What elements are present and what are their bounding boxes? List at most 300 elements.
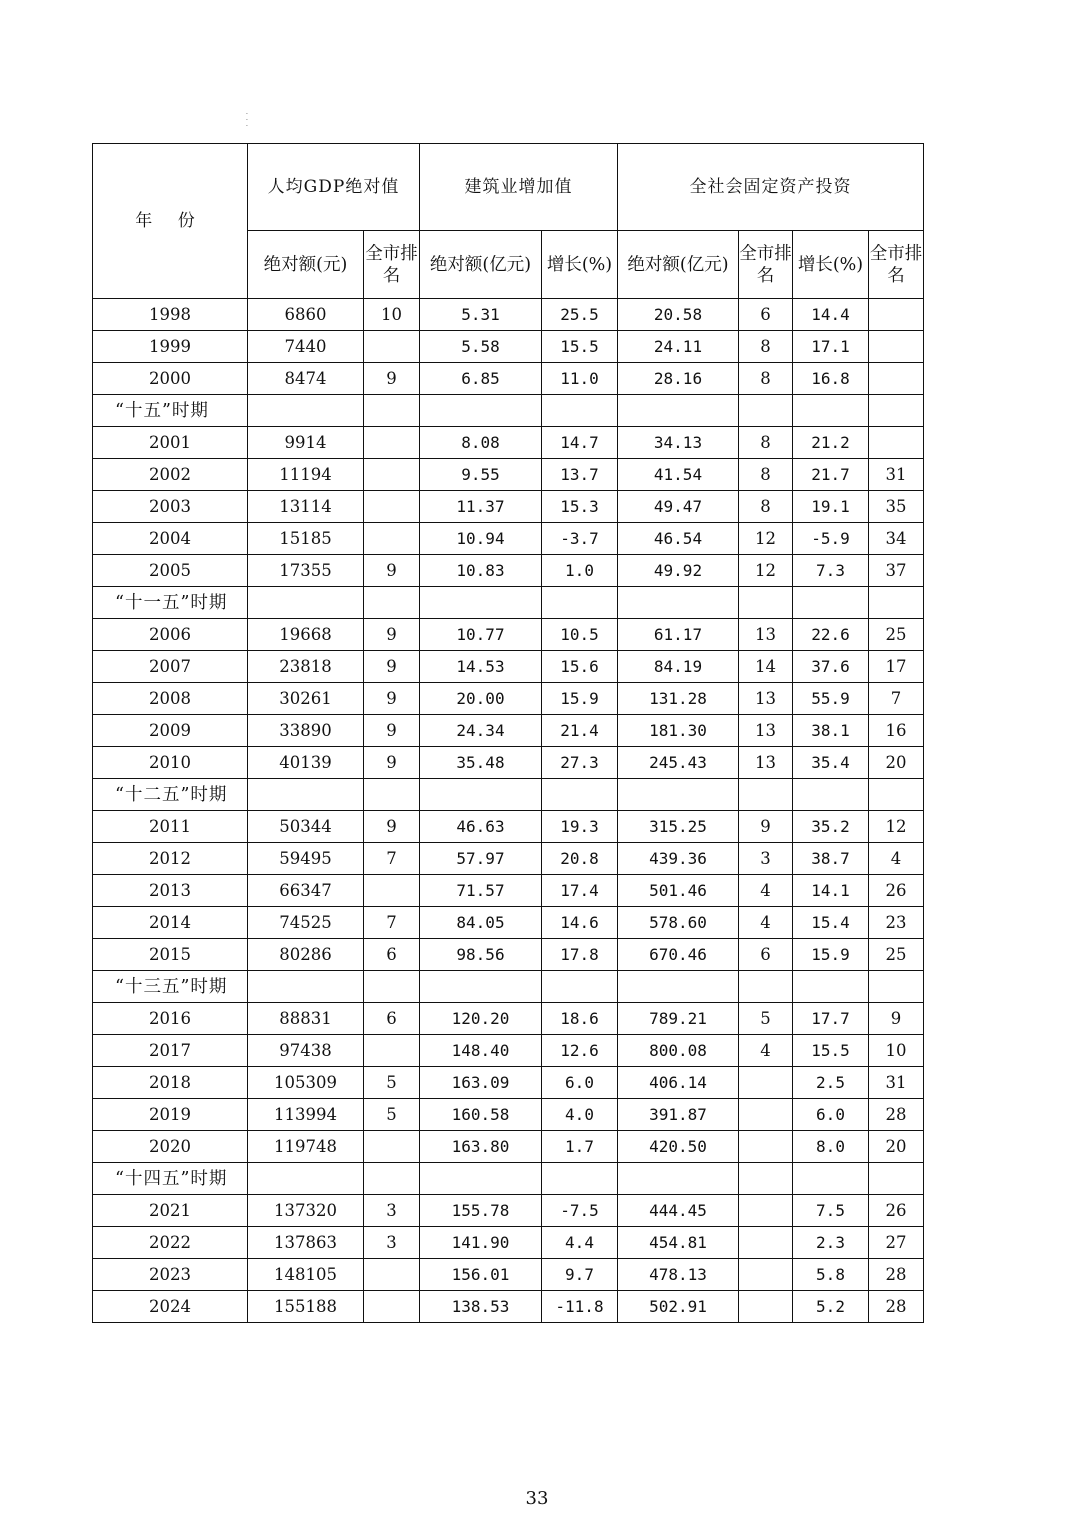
investment-growth-cell: 35.2 — [793, 811, 869, 843]
gdp-amount-cell: 19668 — [248, 619, 364, 651]
gdp-rank-cell — [364, 523, 420, 555]
year-cell: 2011 — [93, 811, 248, 843]
investment-amount-cell: 444.45 — [618, 1195, 739, 1227]
empty-cell — [793, 395, 869, 427]
construction-amount-cell: 84.05 — [420, 907, 542, 939]
investment-amount-cell: 502.91 — [618, 1291, 739, 1323]
construction-amount-cell: 35.48 — [420, 747, 542, 779]
construction-growth-cell: 19.3 — [542, 811, 618, 843]
table-row — [93, 1067, 924, 1099]
investment-growth-rank-cell — [869, 331, 924, 363]
investment-amount-rank-cell: 8 — [739, 331, 793, 363]
gdp-rank-cell: 6 — [364, 1003, 420, 1035]
period-label: “十四五”时期 — [93, 1163, 248, 1195]
gdp-amount-cell: 113994 — [248, 1099, 364, 1131]
empty-cell — [869, 971, 924, 1003]
table-row — [93, 875, 924, 907]
empty-cell — [793, 1163, 869, 1195]
investment-growth-cell: 15.5 — [793, 1035, 869, 1067]
investment-growth-rank-cell: 26 — [869, 1195, 924, 1227]
investment-amount-cell: 131.28 — [618, 683, 739, 715]
investment-amount-cell: 49.47 — [618, 491, 739, 523]
investment-growth-cell: 55.9 — [793, 683, 869, 715]
construction-growth-cell: 15.3 — [542, 491, 618, 523]
empty-cell — [618, 587, 739, 619]
investment-growth-cell: 15.9 — [793, 939, 869, 971]
period-row — [93, 587, 924, 619]
empty-cell — [420, 1163, 542, 1195]
construction-amount-cell: 138.53 — [420, 1291, 542, 1323]
empty-cell — [739, 395, 793, 427]
investment-growth-rank-cell: 16 — [869, 715, 924, 747]
empty-cell — [869, 587, 924, 619]
empty-cell — [364, 395, 420, 427]
investment-amount-cell: 439.36 — [618, 843, 739, 875]
period-label: “十二五”时期 — [93, 779, 248, 811]
investment-amount-cell: 670.46 — [618, 939, 739, 971]
gdp-rank-cell: 6 — [364, 939, 420, 971]
year-cell: 2012 — [93, 843, 248, 875]
empty-cell — [420, 779, 542, 811]
construction-growth-header: 增长(%) — [542, 231, 618, 299]
construction-amount-cell: 160.58 — [420, 1099, 542, 1131]
investment-growth-rank-cell — [869, 299, 924, 331]
investment-amount-rank-cell: 8 — [739, 491, 793, 523]
table-row — [93, 1131, 924, 1163]
empty-cell — [542, 587, 618, 619]
investment-growth-cell: 19.1 — [793, 491, 869, 523]
investment-growth-cell: 7.3 — [793, 555, 869, 587]
investment-growth-rank-cell: 31 — [869, 459, 924, 491]
construction-growth-cell: 4.0 — [542, 1099, 618, 1131]
construction-growth-cell: 25.5 — [542, 299, 618, 331]
construction-amount-cell: 5.31 — [420, 299, 542, 331]
gdp-rank-header: 全市排名 — [364, 231, 420, 299]
table-row — [93, 523, 924, 555]
year-cell: 2000 — [93, 363, 248, 395]
empty-cell — [542, 395, 618, 427]
gdp-rank-cell — [364, 427, 420, 459]
gdp-rank-cell: 9 — [364, 363, 420, 395]
investment-amount-cell: 181.30 — [618, 715, 739, 747]
year-cell: 2014 — [93, 907, 248, 939]
construction-amount-cell: 71.57 — [420, 875, 542, 907]
investment-growth-cell: 2.5 — [793, 1067, 869, 1099]
investment-amount-cell: 34.13 — [618, 427, 739, 459]
decorative-dots: · · · — [246, 111, 248, 130]
investment-growth-cell: 17.1 — [793, 331, 869, 363]
investment-growth-cell: 15.4 — [793, 907, 869, 939]
investment-amount-rank-cell: 8 — [739, 459, 793, 491]
investment-amount-header: 绝对额(亿元) — [618, 231, 739, 299]
construction-amount-cell: 5.58 — [420, 331, 542, 363]
investment-growth-rank-cell: 28 — [869, 1099, 924, 1131]
construction-growth-cell: 20.8 — [542, 843, 618, 875]
gdp-amount-cell: 88831 — [248, 1003, 364, 1035]
year-cell: 1999 — [93, 331, 248, 363]
gdp-rank-cell: 9 — [364, 811, 420, 843]
investment-amount-cell: 454.81 — [618, 1227, 739, 1259]
period-label: “十五”时期 — [93, 395, 248, 427]
period-row — [93, 779, 924, 811]
empty-cell — [618, 395, 739, 427]
construction-growth-cell: 9.7 — [542, 1259, 618, 1291]
gdp-amount-cell: 105309 — [248, 1067, 364, 1099]
investment-amount-cell: 24.11 — [618, 331, 739, 363]
investment-growth-rank-cell: 25 — [869, 939, 924, 971]
investment-amount-cell: 501.46 — [618, 875, 739, 907]
period-row — [93, 1163, 924, 1195]
table-body — [93, 299, 924, 1323]
investment-amount-rank-cell: 6 — [739, 299, 793, 331]
investment-growth-cell: 21.2 — [793, 427, 869, 459]
investment-growth-rank-cell: 25 — [869, 619, 924, 651]
table-row — [93, 427, 924, 459]
year-cell: 2016 — [93, 1003, 248, 1035]
investment-growth-cell: 14.1 — [793, 875, 869, 907]
table-row — [93, 619, 924, 651]
gdp-amount-cell: 66347 — [248, 875, 364, 907]
empty-cell — [739, 1163, 793, 1195]
investment-growth-cell: 2.3 — [793, 1227, 869, 1259]
investment-amount-cell: 789.21 — [618, 1003, 739, 1035]
investment-amount-rank-cell: 13 — [739, 683, 793, 715]
table-row — [93, 715, 924, 747]
table-row — [93, 1195, 924, 1227]
investment-amount-rank-cell: 12 — [739, 555, 793, 587]
construction-growth-cell: 17.8 — [542, 939, 618, 971]
year-cell: 2007 — [93, 651, 248, 683]
investment-growth-cell: 16.8 — [793, 363, 869, 395]
construction-amount-cell: 10.77 — [420, 619, 542, 651]
construction-amount-cell: 163.09 — [420, 1067, 542, 1099]
gdp-amount-cell: 40139 — [248, 747, 364, 779]
empty-cell — [618, 971, 739, 1003]
gdp-rank-cell: 9 — [364, 747, 420, 779]
construction-growth-cell: 18.6 — [542, 1003, 618, 1035]
gdp-rank-cell — [364, 491, 420, 523]
gdp-amount-cell: 137320 — [248, 1195, 364, 1227]
year-cell: 2003 — [93, 491, 248, 523]
table-row — [93, 459, 924, 491]
year-cell: 2023 — [93, 1259, 248, 1291]
gdp-amount-cell: 97438 — [248, 1035, 364, 1067]
gdp-amount-cell: 13114 — [248, 491, 364, 523]
page-number: 33 — [525, 1488, 549, 1509]
investment-growth-rank-cell: 34 — [869, 523, 924, 555]
construction-amount-cell: 10.94 — [420, 523, 542, 555]
gdp-rank-cell — [364, 1291, 420, 1323]
empty-cell — [420, 587, 542, 619]
investment-amount-rank-cell: 4 — [739, 1035, 793, 1067]
year-cell: 2022 — [93, 1227, 248, 1259]
year-cell: 2002 — [93, 459, 248, 491]
year-cell: 2015 — [93, 939, 248, 971]
investment-growth-rank-cell: 9 — [869, 1003, 924, 1035]
gdp-rank-cell — [364, 1131, 420, 1163]
investment-amount-cell: 49.92 — [618, 555, 739, 587]
gdp-rank-cell: 9 — [364, 683, 420, 715]
year-cell: 2019 — [93, 1099, 248, 1131]
investment-growth-cell: 17.7 — [793, 1003, 869, 1035]
investment-growth-rank-cell: 35 — [869, 491, 924, 523]
investment-amount-rank-cell: 8 — [739, 427, 793, 459]
construction-amount-cell: 6.85 — [420, 363, 542, 395]
gdp-rank-cell — [364, 331, 420, 363]
investment-amount-cell: 28.16 — [618, 363, 739, 395]
gdp-rank-cell — [364, 1035, 420, 1067]
investment-amount-rank-cell: 13 — [739, 715, 793, 747]
empty-cell — [248, 587, 364, 619]
gdp-rank-cell: 10 — [364, 299, 420, 331]
empty-cell — [248, 779, 364, 811]
construction-value-group-header: 建筑业增加值 — [420, 144, 618, 231]
gdp-rank-cell: 5 — [364, 1067, 420, 1099]
empty-cell — [869, 395, 924, 427]
table-row — [93, 811, 924, 843]
investment-growth-rank-header: 全市排名 — [869, 231, 924, 299]
construction-amount-cell: 148.40 — [420, 1035, 542, 1067]
empty-cell — [420, 971, 542, 1003]
year-cell: 2020 — [93, 1131, 248, 1163]
investment-growth-rank-cell: 23 — [869, 907, 924, 939]
table-row — [93, 907, 924, 939]
year-cell: 2004 — [93, 523, 248, 555]
investment-amount-cell: 391.87 — [618, 1099, 739, 1131]
construction-amount-cell: 156.01 — [420, 1259, 542, 1291]
gdp-rank-cell: 9 — [364, 619, 420, 651]
investment-growth-rank-cell: 27 — [869, 1227, 924, 1259]
construction-amount-cell: 9.55 — [420, 459, 542, 491]
investment-growth-rank-cell: 28 — [869, 1291, 924, 1323]
year-cell: 2001 — [93, 427, 248, 459]
investment-growth-cell: -5.9 — [793, 523, 869, 555]
investment-growth-rank-cell: 7 — [869, 683, 924, 715]
empty-cell — [793, 587, 869, 619]
gdp-per-capita-group-header: 人均GDP绝对值 — [248, 144, 420, 231]
construction-amount-cell: 57.97 — [420, 843, 542, 875]
investment-growth-cell: 6.0 — [793, 1099, 869, 1131]
construction-amount-cell: 20.00 — [420, 683, 542, 715]
gdp-rank-cell — [364, 1259, 420, 1291]
investment-amount-cell: 46.54 — [618, 523, 739, 555]
gdp-amount-cell: 33890 — [248, 715, 364, 747]
gdp-amount-cell: 148105 — [248, 1259, 364, 1291]
construction-growth-cell: 21.4 — [542, 715, 618, 747]
investment-growth-rank-cell: 17 — [869, 651, 924, 683]
table-row — [93, 1099, 924, 1131]
investment-amount-rank-cell — [739, 1227, 793, 1259]
construction-growth-cell: 13.7 — [542, 459, 618, 491]
investment-amount-cell: 41.54 — [618, 459, 739, 491]
investment-growth-cell: 14.4 — [793, 299, 869, 331]
construction-amount-header: 绝对额(亿元) — [420, 231, 542, 299]
investment-amount-rank-cell: 14 — [739, 651, 793, 683]
investment-amount-rank-cell: 12 — [739, 523, 793, 555]
construction-amount-cell: 155.78 — [420, 1195, 542, 1227]
construction-growth-cell: 1.0 — [542, 555, 618, 587]
table-row — [93, 1003, 924, 1035]
construction-growth-cell: 10.5 — [542, 619, 618, 651]
construction-growth-cell: -3.7 — [542, 523, 618, 555]
construction-growth-cell: 15.5 — [542, 331, 618, 363]
table-row — [93, 843, 924, 875]
construction-growth-cell: 15.6 — [542, 651, 618, 683]
year-cell: 2021 — [93, 1195, 248, 1227]
empty-cell — [364, 1163, 420, 1195]
empty-cell — [542, 1163, 618, 1195]
investment-amount-cell: 315.25 — [618, 811, 739, 843]
empty-cell — [420, 395, 542, 427]
investment-growth-cell: 37.6 — [793, 651, 869, 683]
year-cell: 2009 — [93, 715, 248, 747]
gdp-amount-cell: 6860 — [248, 299, 364, 331]
empty-cell — [869, 779, 924, 811]
investment-growth-cell: 5.2 — [793, 1291, 869, 1323]
investment-growth-rank-cell: 31 — [869, 1067, 924, 1099]
empty-cell — [793, 779, 869, 811]
investment-amount-cell: 61.17 — [618, 619, 739, 651]
investment-amount-rank-cell — [739, 1067, 793, 1099]
table-row — [93, 683, 924, 715]
investment-amount-rank-cell: 4 — [739, 907, 793, 939]
year-cell: 2006 — [93, 619, 248, 651]
empty-cell — [248, 395, 364, 427]
gdp-amount-header: 绝对额(元) — [248, 231, 364, 299]
gdp-amount-cell: 50344 — [248, 811, 364, 843]
gdp-rank-cell: 7 — [364, 907, 420, 939]
gdp-amount-cell: 59495 — [248, 843, 364, 875]
construction-growth-cell: 15.9 — [542, 683, 618, 715]
investment-growth-cell: 8.0 — [793, 1131, 869, 1163]
construction-growth-cell: 11.0 — [542, 363, 618, 395]
investment-amount-cell: 578.60 — [618, 907, 739, 939]
investment-amount-cell: 84.19 — [618, 651, 739, 683]
investment-growth-rank-cell: 26 — [869, 875, 924, 907]
construction-amount-cell: 11.37 — [420, 491, 542, 523]
gdp-rank-cell: 3 — [364, 1227, 420, 1259]
investment-growth-rank-cell — [869, 363, 924, 395]
empty-cell — [542, 971, 618, 1003]
gdp-amount-cell: 80286 — [248, 939, 364, 971]
investment-growth-rank-cell: 20 — [869, 747, 924, 779]
construction-growth-cell: 12.6 — [542, 1035, 618, 1067]
year-cell: 2018 — [93, 1067, 248, 1099]
construction-amount-cell: 10.83 — [420, 555, 542, 587]
investment-amount-rank-cell — [739, 1291, 793, 1323]
period-label: “十三五”时期 — [93, 971, 248, 1003]
gdp-rank-cell — [364, 459, 420, 491]
year-cell: 2005 — [93, 555, 248, 587]
investment-amount-rank-cell: 13 — [739, 747, 793, 779]
gdp-amount-cell: 9914 — [248, 427, 364, 459]
gdp-amount-cell: 119748 — [248, 1131, 364, 1163]
investment-growth-cell: 38.7 — [793, 843, 869, 875]
construction-amount-cell: 141.90 — [420, 1227, 542, 1259]
construction-growth-cell: 17.4 — [542, 875, 618, 907]
gdp-rank-cell: 7 — [364, 843, 420, 875]
investment-amount-rank-cell: 13 — [739, 619, 793, 651]
investment-growth-cell: 5.8 — [793, 1259, 869, 1291]
table-row — [93, 651, 924, 683]
table-row — [93, 363, 924, 395]
construction-amount-cell: 14.53 — [420, 651, 542, 683]
investment-growth-cell: 35.4 — [793, 747, 869, 779]
year-cell: 2013 — [93, 875, 248, 907]
construction-amount-cell: 120.20 — [420, 1003, 542, 1035]
investment-growth-cell: 22.6 — [793, 619, 869, 651]
gdp-rank-cell — [364, 875, 420, 907]
empty-cell — [248, 1163, 364, 1195]
investment-growth-rank-cell — [869, 427, 924, 459]
empty-cell — [793, 971, 869, 1003]
investment-growth-cell: 7.5 — [793, 1195, 869, 1227]
table-row — [93, 1227, 924, 1259]
investment-amount-cell: 406.14 — [618, 1067, 739, 1099]
table-row — [93, 747, 924, 779]
gdp-amount-cell: 137863 — [248, 1227, 364, 1259]
investment-amount-rank-cell: 5 — [739, 1003, 793, 1035]
construction-growth-cell: 27.3 — [542, 747, 618, 779]
period-label: “十一五”时期 — [93, 587, 248, 619]
year-cell: 2017 — [93, 1035, 248, 1067]
investment-amount-rank-cell — [739, 1259, 793, 1291]
year-cell: 2024 — [93, 1291, 248, 1323]
year-cell: 2010 — [93, 747, 248, 779]
table-row — [93, 555, 924, 587]
gdp-rank-cell: 9 — [364, 651, 420, 683]
investment-growth-rank-cell: 4 — [869, 843, 924, 875]
investment-amount-cell: 420.50 — [618, 1131, 739, 1163]
table-row — [93, 1259, 924, 1291]
construction-growth-cell: 1.7 — [542, 1131, 618, 1163]
investment-amount-cell: 478.13 — [618, 1259, 739, 1291]
construction-growth-cell: 14.6 — [542, 907, 618, 939]
construction-amount-cell: 46.63 — [420, 811, 542, 843]
table-row — [93, 1291, 924, 1323]
empty-cell — [618, 779, 739, 811]
investment-growth-rank-cell: 20 — [869, 1131, 924, 1163]
construction-amount-cell: 163.80 — [420, 1131, 542, 1163]
gdp-amount-cell: 15185 — [248, 523, 364, 555]
construction-growth-cell: 4.4 — [542, 1227, 618, 1259]
investment-growth-header: 增长(%) — [793, 231, 869, 299]
period-row — [93, 395, 924, 427]
empty-cell — [869, 1163, 924, 1195]
investment-amount-rank-cell — [739, 1099, 793, 1131]
table-row — [93, 491, 924, 523]
table-row — [93, 331, 924, 363]
investment-amount-rank-cell — [739, 1195, 793, 1227]
gdp-amount-cell: 74525 — [248, 907, 364, 939]
gdp-amount-cell: 30261 — [248, 683, 364, 715]
investment-growth-cell: 38.1 — [793, 715, 869, 747]
year-cell: 1998 — [93, 299, 248, 331]
gdp-rank-cell: 3 — [364, 1195, 420, 1227]
investment-amount-rank-cell: 8 — [739, 363, 793, 395]
empty-cell — [739, 779, 793, 811]
gdp-rank-cell: 9 — [364, 555, 420, 587]
empty-cell — [364, 587, 420, 619]
construction-growth-cell: 6.0 — [542, 1067, 618, 1099]
fixed-asset-investment-group-header: 全社会固定资产投资 — [618, 144, 924, 231]
construction-amount-cell: 24.34 — [420, 715, 542, 747]
investment-growth-rank-cell: 28 — [869, 1259, 924, 1291]
gdp-amount-cell: 8474 — [248, 363, 364, 395]
empty-cell — [739, 587, 793, 619]
investment-amount-rank-cell: 6 — [739, 939, 793, 971]
table-row — [93, 939, 924, 971]
